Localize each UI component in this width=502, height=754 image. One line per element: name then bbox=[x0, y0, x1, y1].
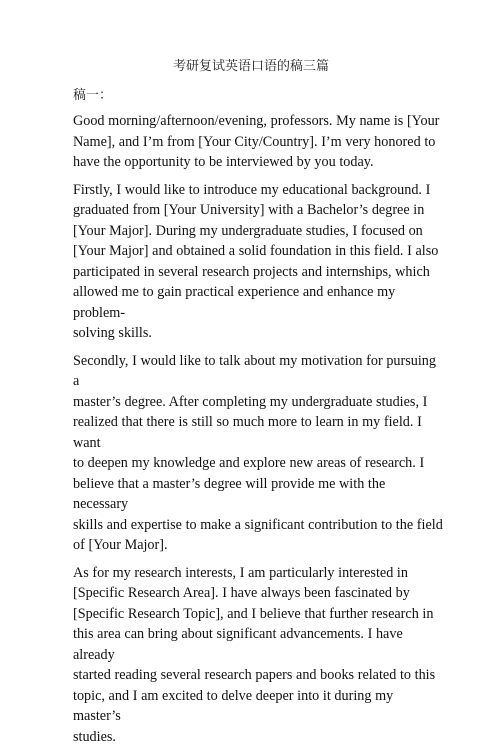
paragraph-education: Firstly, I would like to introduce my educational background. I graduated from [Your University] with a Bachelor’s degree in [Your Major]. During my undergraduate studies, I focused on [Your Major] and obtained a solid foundation in this field. I also participated in several research projects and internships, which allowed me to gain practical experience and enhance my problem- solving skills. bbox=[73, 181, 439, 341]
section-heading: 稿一： bbox=[73, 88, 113, 103]
document-title: 考研复试英语口语的稿三篇 bbox=[172, 59, 329, 74]
paragraph-research-interests: As for my research interests, I am particularly interested in [Specific Research Area]. I have always been fascinated by [Specific Research Topic], and I believe that further research in this area can bring about significant advancements. I have already started reading several research papers and books related to this topic, and I am excited to delve deeper into it during my master’s studies. bbox=[73, 564, 436, 745]
paragraph-motivation: Secondly, I would like to talk about my motivation for pursuing a master’s degree. After completing my undergraduate studies, I realized that there is still so much more to learn in my field. I want to deepen my knowledge and explore new areas of research. I believe that a master’s degree will provide me with the necessary skills and expertise to make a significant contribution to the field of [Your Major]. bbox=[73, 352, 443, 553]
document-body bbox=[73, 111, 443, 754]
paragraph-greeting: Good morning/afternoon/evening, professors. My name is [Your Name], and I’m from [Your City/Country]. I’m very honored to have the opportunity to be interviewed by you today. bbox=[73, 113, 440, 170]
